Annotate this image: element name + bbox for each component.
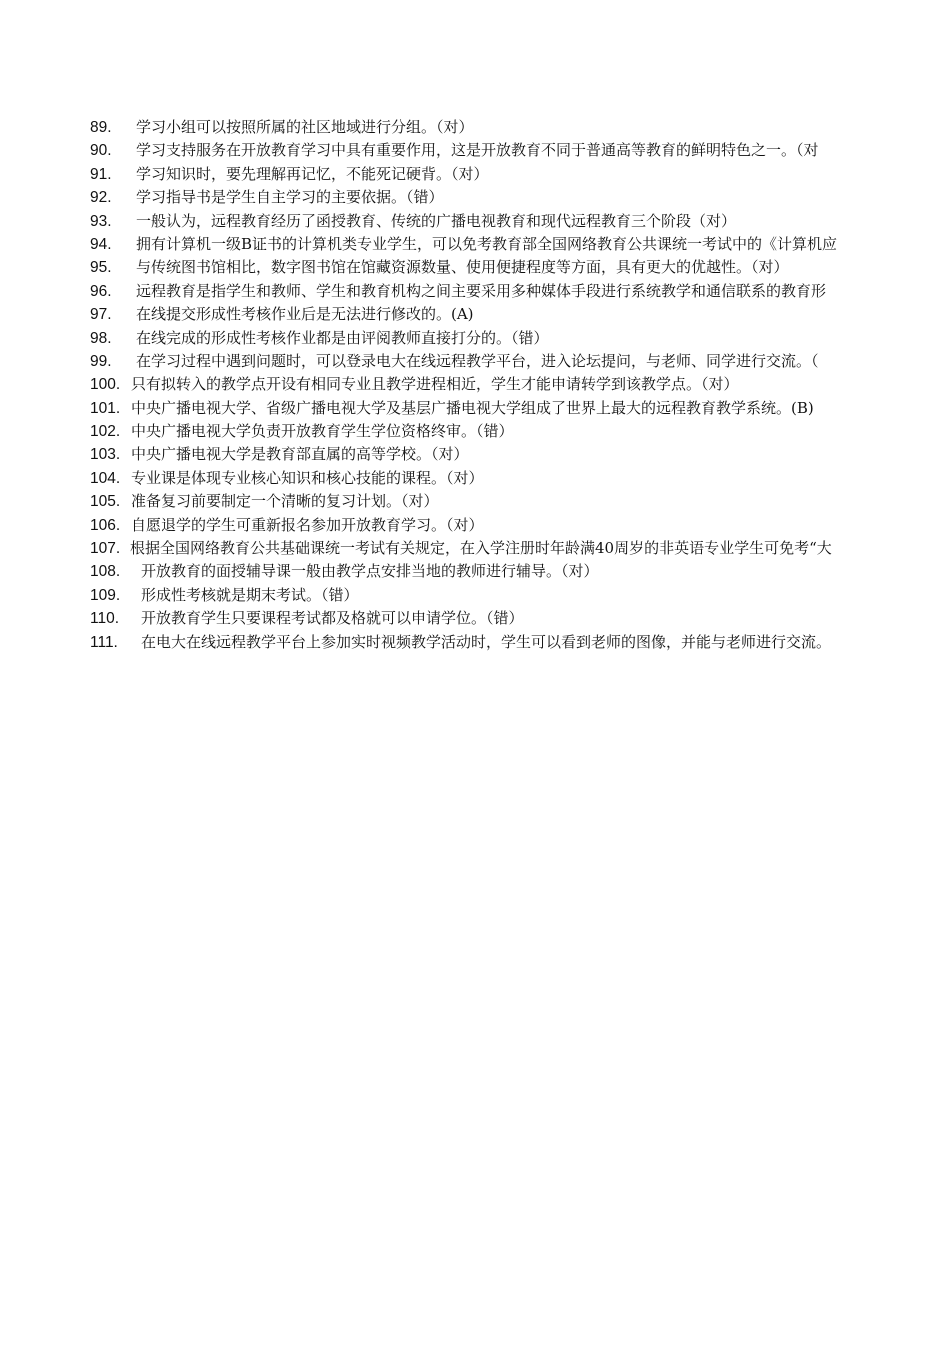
list-item [90,233,950,256]
list-item [90,163,950,186]
item-text: 学习知识时，要先理解再记忆，不能死记硬背。（对） [136,164,489,183]
item-number: 107. [90,540,121,558]
question-list [90,116,950,654]
item-text: 专业课是体现专业核心知识和核心技能的课程。（对） [131,468,484,487]
list-item [90,256,950,279]
item-text: 中央广播电视大学、省级广播电视大学及基层广播电视大学组成了世界上最大的远程教育教学系统。(B) [131,398,814,417]
list-item [90,303,950,326]
item-text: 与传统图书馆相比，数字图书馆在馆藏资源数量、使用便捷程度等方面，具有更大的优越性。（对） [136,258,789,277]
list-item [90,514,950,537]
item-text: 中央广播电视大学负责开放教育学生学位资格终审。（错） [131,422,514,441]
list-item [90,373,950,396]
item-number: 109. [90,586,121,604]
item-text: 在线完成的形成性考核作业都是由评阅教师直接打分的。（错） [136,328,549,347]
item-number: 104. [90,469,121,487]
item-number: 93. [90,212,112,230]
item-number: 91. [90,165,112,183]
item-number: 96. [90,282,112,300]
list-item [90,327,950,350]
item-text: 准备复习前要制定一个清晰的复习计划。（对） [131,492,439,511]
item-text: 自愿退学的学生可重新报名参加开放教育学习。（对） [131,515,484,534]
item-number: 97. [90,306,112,324]
item-text: 开放教育学生只要课程考试都及格就可以申请学位。（错） [141,609,524,628]
list-item [90,210,950,233]
item-text: 远程教育是指学生和教师、学生和教育机构之间主要采用多种媒体手段进行系统教学和通信联系的教育形 [136,281,827,300]
list-item [90,186,950,209]
item-text: 只有拟转入的教学点开设有相同专业且教学进程相近，学生才能申请转学到该教学点。（对） [131,375,739,394]
item-number: 92. [90,189,112,207]
item-number: 106. [90,516,121,534]
item-number: 110. [90,610,120,628]
item-text: 中央广播电视大学是教育部直属的高等学校。（对） [131,445,469,464]
item-number: 111. [90,633,118,651]
item-text: 拥有计算机一级B证书的计算机类专业学生，可以免考教育部全国网络教育公共课统一考试中的《计算机应 [136,234,838,253]
item-text: 一般认为，远程教育经历了函授教育、传统的广播电视教育和现代远程教育三个阶段（对） [136,211,737,230]
item-number: 94. [90,235,112,253]
item-number: 101. [90,399,121,417]
item-text: 开放教育的面授辅导课一般由教学点安排当地的教师进行辅导。（对） [141,562,599,581]
item-text: 学习指导书是学生自主学习的主要依据。（错） [136,188,444,207]
list-item [90,397,950,420]
item-number: 98. [90,329,112,347]
list-item [90,467,950,490]
item-text: 根据全国网络教育公共基础课统一考试有关规定，在入学注册时年龄满40周岁的非英语专业学生可免考“大 [130,539,832,558]
item-number: 103. [90,446,121,464]
list-item [90,116,950,139]
list-item [90,631,950,654]
list-item [90,584,950,607]
item-number: 89. [90,119,112,136]
list-item [90,443,950,466]
list-item [90,420,950,443]
item-number: 105. [90,493,121,511]
item-text: 在电大在线远程教学平台上参加实时视频教学活动时，学生可以看到老师的图像，并能与老师进行交流。 [141,632,832,651]
list-item [90,490,950,513]
list-item [90,537,950,560]
list-item [90,350,950,373]
item-number: 99. [90,352,112,370]
list-item [90,139,950,162]
list-item [90,607,950,630]
item-text: 在学习过程中遇到问题时，可以登录电大在线远程教学平台，进入论坛提问，与老师、同学进行交流。（ [136,351,819,370]
item-text: 在线提交形成性考核作业后是无法进行修改的。(A) [136,305,474,324]
item-number: 102. [90,423,121,441]
item-number: 100. [90,376,121,394]
item-text: 形成性考核就是期末考试。（错） [141,585,359,604]
item-text: 学习支持服务在开放教育学习中具有重要作用，这是开放教育不同于普通高等教育的鲜明特色之一。（对 [136,141,819,160]
item-text: 学习小组可以按照所属的社区地域进行分组。（对） [136,118,474,136]
item-number: 108. [90,563,121,581]
item-number: 90. [90,142,112,160]
list-item [90,280,950,303]
list-item [90,560,950,583]
item-number: 95. [90,259,112,277]
